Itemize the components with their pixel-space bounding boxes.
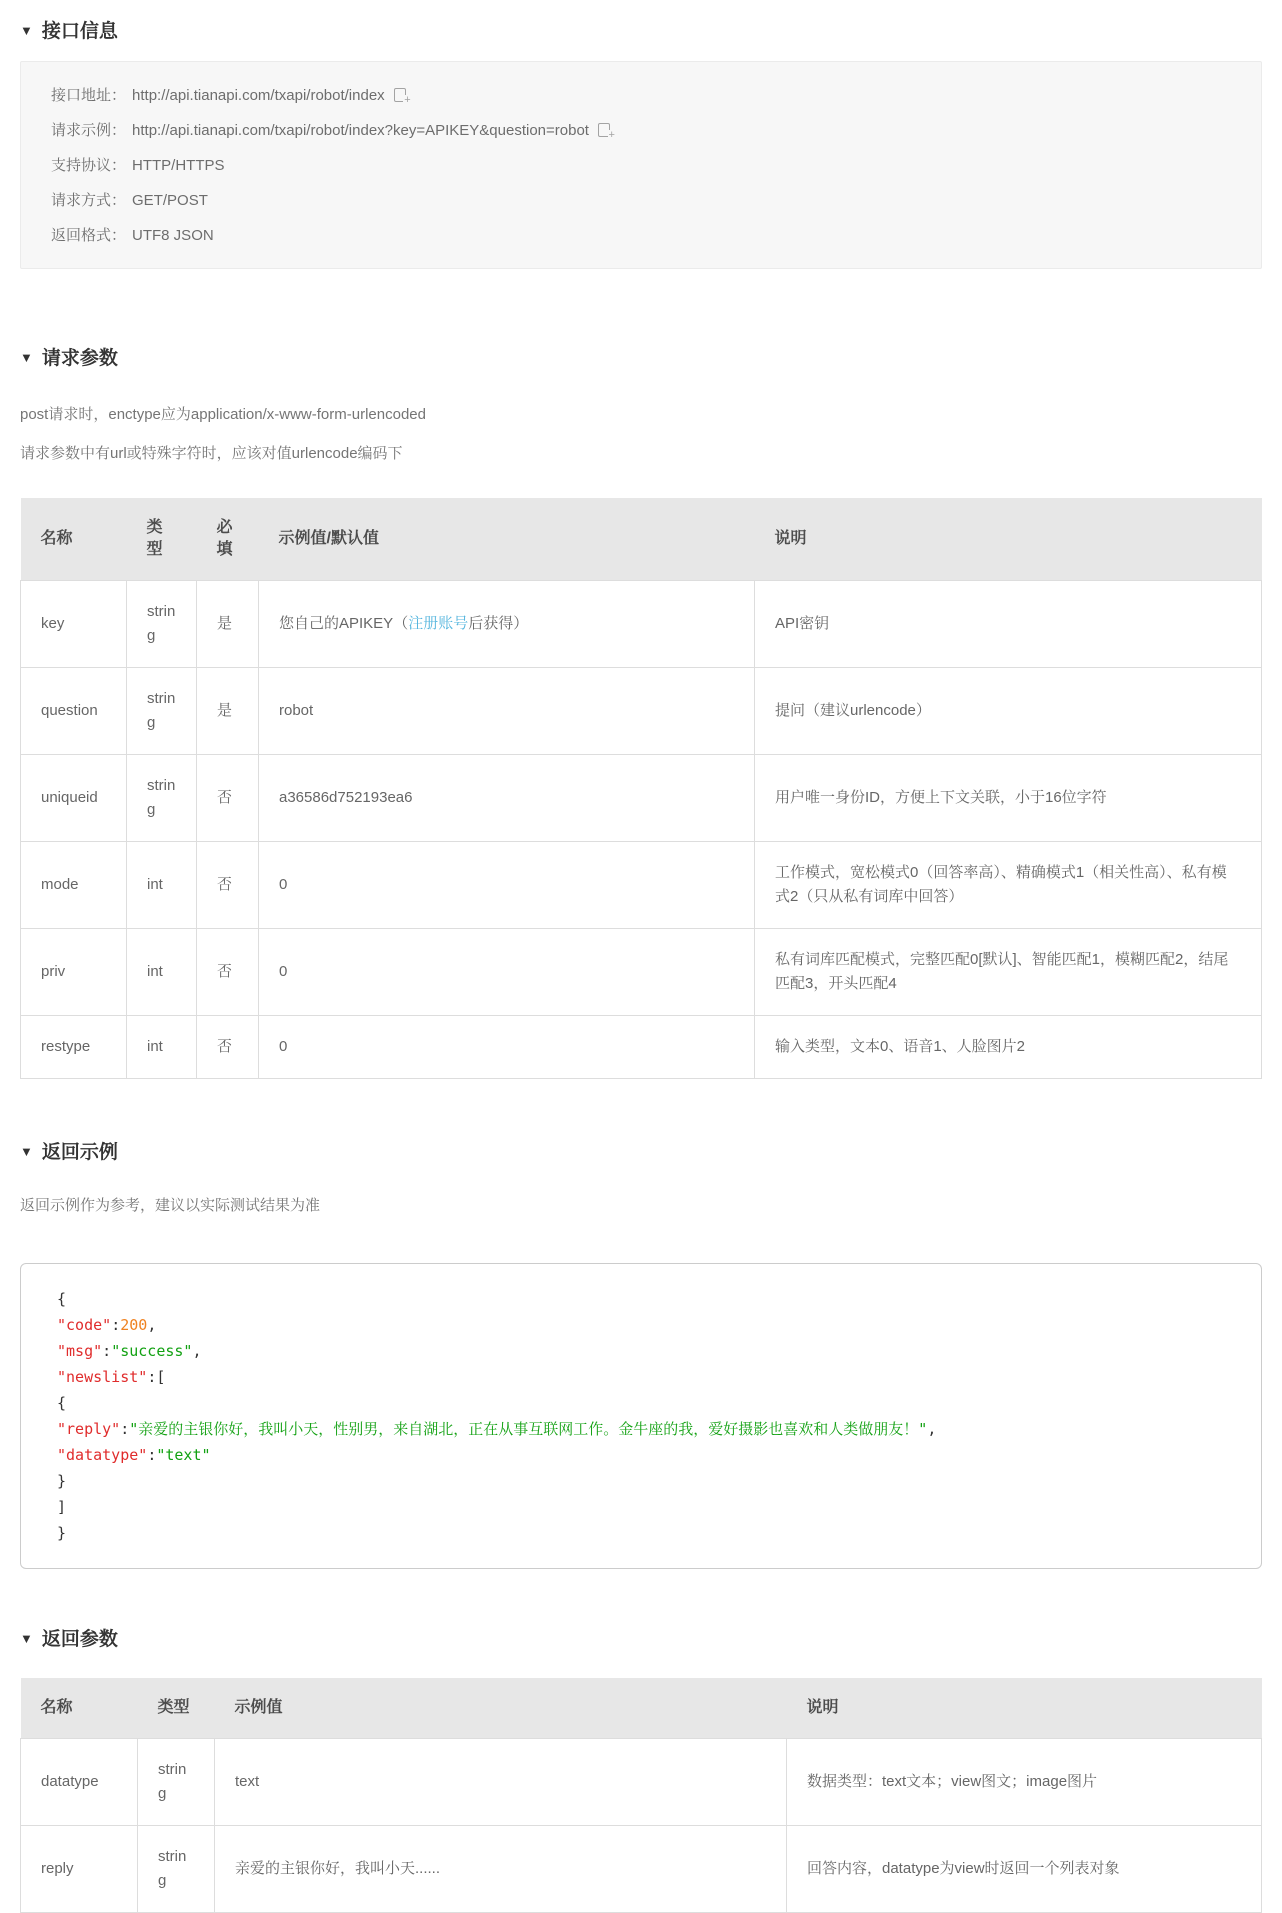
param-name-cell: restype <box>21 1016 127 1079</box>
col-header-example: 示例值 <box>215 1678 787 1739</box>
param-example-cell: 0 <box>259 1016 755 1079</box>
param-type-cell: int <box>127 929 197 1016</box>
code-line <box>57 1468 1225 1494</box>
interface-info-box <box>20 61 1262 269</box>
json-string-value: "success" <box>111 1342 193 1360</box>
json-key: "newslist" <box>57 1368 148 1386</box>
json-punctuation: : <box>111 1316 121 1334</box>
info-field-value: http://api.tianapi.com/txapi/robot/index?key=APIKEY&question=robot <box>132 122 589 139</box>
info-field-label: 接口地址： <box>51 87 127 104</box>
example-text: 后获得） <box>468 615 529 632</box>
param-required-cell: 是 <box>197 581 259 668</box>
param-name-cell: uniqueid <box>21 755 127 842</box>
col-header-example: 示例值/默认值 <box>259 498 755 581</box>
info-field-request-example <box>51 121 1231 141</box>
section-title-text: 返回参数 <box>41 1629 118 1650</box>
code-line <box>57 1520 1225 1546</box>
param-required-cell: 是 <box>197 668 259 755</box>
json-string-value: "text" <box>156 1446 211 1464</box>
response-example-note: 返回示例作为参考，建议以实际测试结果为准 <box>20 1197 321 1214</box>
info-field-label: 返回格式： <box>51 227 127 244</box>
param-example-cell: 亲爱的主银你好，我叫小天...... <box>215 1826 787 1913</box>
param-name-cell: reply <box>21 1826 138 1913</box>
info-field-value: GET/POST <box>132 192 208 209</box>
param-desc-cell: 数据类型：text文本；view图文；image图片 <box>787 1739 1262 1826</box>
section-header-response-example[interactable] <box>20 1137 1262 1164</box>
json-string-value: "亲爱的主银你好，我叫小天，性别男，来自湖北，正在从事互联网工作。金牛座的我，爱好摄影也喜欢和人类做朋友！" <box>129 1420 928 1438</box>
request-params-table <box>20 498 1262 1079</box>
table-header-row <box>21 498 1262 581</box>
info-field-value: UTF8 JSON <box>132 227 214 244</box>
param-desc-cell: 工作模式，宽松模式0（回答率高）、精确模式1（相关性高）、私有模式2（只从私有词库中回答） <box>755 842 1262 929</box>
info-field-protocol <box>51 156 1231 176</box>
col-header-type: 类型 <box>138 1678 215 1739</box>
register-account-link[interactable]: 注册账号 <box>408 615 469 632</box>
col-header-type: 类型 <box>127 498 197 581</box>
response-example-code-block <box>20 1263 1262 1569</box>
code-line <box>57 1494 1225 1520</box>
info-field-label: 请求方式： <box>51 192 127 209</box>
param-example-cell: a36586d752193ea6 <box>259 755 755 842</box>
col-header-required: 必填 <box>197 498 259 581</box>
param-desc-cell: 用户唯一身份ID，方便上下文关联，小于16位字符 <box>755 755 1262 842</box>
param-name-cell: question <box>21 668 127 755</box>
info-field-api-url <box>51 86 1231 106</box>
param-required-cell: 否 <box>197 755 259 842</box>
code-line <box>57 1338 1225 1364</box>
param-type-cell: string <box>138 1826 215 1913</box>
table-row <box>21 581 1262 668</box>
param-type-cell: int <box>127 1016 197 1079</box>
param-example-cell: text <box>215 1739 787 1826</box>
table-row <box>21 1826 1262 1913</box>
section-title-text: 接口信息 <box>41 21 118 42</box>
json-punctuation: : <box>102 1342 112 1360</box>
json-punctuation: [ <box>156 1368 166 1386</box>
param-example-cell: 0 <box>259 842 755 929</box>
collapse-triangle-icon: ▼ <box>20 350 33 365</box>
json-key: "msg" <box>57 1342 103 1360</box>
json-punctuation: ] <box>57 1498 67 1516</box>
json-punctuation: { <box>57 1290 67 1308</box>
col-header-desc: 说明 <box>755 498 1262 581</box>
table-header-row <box>21 1678 1262 1739</box>
table-row <box>21 668 1262 755</box>
json-punctuation: : <box>120 1420 130 1438</box>
info-field-value: HTTP/HTTPS <box>132 157 225 174</box>
section-title-text: 返回示例 <box>41 1142 118 1163</box>
json-key: "code" <box>57 1316 112 1334</box>
code-line <box>57 1390 1225 1416</box>
param-example-cell <box>259 581 755 668</box>
param-desc-cell: 输入类型，文本0、语音1、人脸图片2 <box>755 1016 1262 1079</box>
info-field-label: 请求示例： <box>51 122 127 139</box>
json-punctuation: } <box>57 1472 67 1490</box>
response-params-table <box>20 1678 1262 1913</box>
json-punctuation: { <box>57 1394 67 1412</box>
table-row <box>21 842 1262 929</box>
json-punctuation: : <box>147 1446 157 1464</box>
table-row <box>21 1739 1262 1826</box>
param-desc-cell: 回答内容，datatype为view时返回一个列表对象 <box>787 1826 1262 1913</box>
col-header-name: 名称 <box>21 498 127 581</box>
param-desc-cell: 提问（建议urlencode） <box>755 668 1262 755</box>
api-doc-page <box>0 16 1282 1889</box>
example-text: 您自己的APIKEY（ <box>279 615 409 632</box>
code-line <box>57 1286 1225 1312</box>
json-punctuation: } <box>57 1524 67 1542</box>
param-desc-cell: 私有词库匹配模式，完整匹配0[默认]、智能匹配1，模糊匹配2，结尾匹配3，开头匹配4 <box>755 929 1262 1016</box>
param-name-cell: priv <box>21 929 127 1016</box>
section-header-interface-info[interactable] <box>20 16 1262 43</box>
table-row <box>21 929 1262 1016</box>
json-punctuation: , <box>147 1316 157 1334</box>
info-field-method <box>51 191 1231 211</box>
param-type-cell: int <box>127 842 197 929</box>
param-required-cell: 否 <box>197 1016 259 1079</box>
col-header-desc: 说明 <box>787 1678 1262 1739</box>
section-header-response-params[interactable] <box>20 1624 1262 1651</box>
param-required-cell: 否 <box>197 929 259 1016</box>
col-header-name: 名称 <box>21 1678 138 1739</box>
param-name-cell: datatype <box>21 1739 138 1826</box>
json-punctuation: : <box>147 1368 157 1386</box>
param-name-cell: mode <box>21 842 127 929</box>
copy-icon[interactable] <box>394 88 406 102</box>
request-note-enctype: post请求时，enctype应为application/x-www-form-urlencoded <box>20 406 426 423</box>
copy-icon[interactable] <box>598 123 610 137</box>
collapse-triangle-icon: ▼ <box>20 1144 33 1159</box>
param-required-cell: 否 <box>197 842 259 929</box>
param-type-cell: string <box>127 755 197 842</box>
param-example-cell: robot <box>259 668 755 755</box>
table-row <box>21 755 1262 842</box>
json-key: "datatype" <box>57 1446 148 1464</box>
collapse-triangle-icon: ▼ <box>20 23 33 38</box>
table-row <box>21 1016 1262 1079</box>
section-header-request-params[interactable] <box>20 343 1262 370</box>
json-punctuation: , <box>192 1342 202 1360</box>
json-punctuation: , <box>927 1420 937 1438</box>
param-type-cell: string <box>127 668 197 755</box>
param-type-cell: string <box>138 1739 215 1826</box>
json-key: "reply" <box>57 1420 121 1438</box>
param-type-cell: string <box>127 581 197 668</box>
info-field-label: 支持协议： <box>51 157 127 174</box>
request-note-urlencode: 请求参数中有url或特殊字符时，应该对值urlencode编码下 <box>20 445 403 462</box>
section-title-text: 请求参数 <box>41 348 118 369</box>
param-desc-cell: API密钥 <box>755 581 1262 668</box>
info-field-value: http://api.tianapi.com/txapi/robot/index <box>132 87 385 104</box>
info-field-format <box>51 226 1231 246</box>
code-line <box>57 1442 1225 1468</box>
json-number-value: 200 <box>120 1316 148 1334</box>
code-line <box>57 1416 1225 1442</box>
param-example-cell: 0 <box>259 929 755 1016</box>
code-line <box>57 1312 1225 1338</box>
param-name-cell: key <box>21 581 127 668</box>
code-line <box>57 1364 1225 1390</box>
collapse-triangle-icon: ▼ <box>20 1631 33 1646</box>
